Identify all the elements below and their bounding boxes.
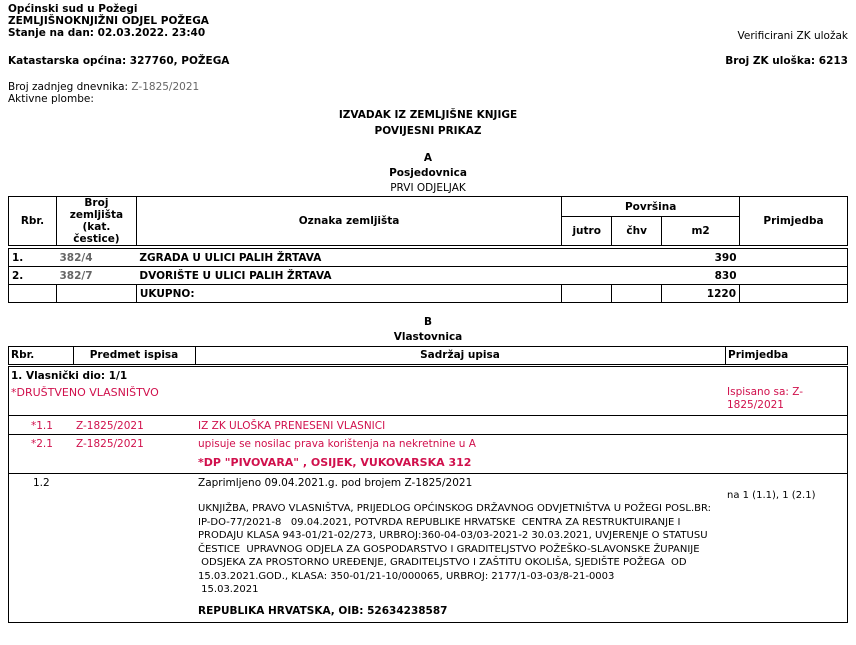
total-remark [740,285,848,303]
entry-content: IZ ZK ULOŠKA PRENESENI VLASNICI [198,420,386,432]
col-parcel-line1: Broj [84,197,109,209]
document-title: IZVADAK IZ ZEMLJIŠNE KNJIGE [338,109,518,121]
col-parcel-line2: zemljišta [69,209,124,221]
row-m2: 390 [714,251,737,264]
row-parcel: 382/4 [56,249,136,267]
total-row [9,285,848,303]
entry-text [198,502,711,597]
possession-table [8,196,848,303]
col-chv: čhv [612,217,662,246]
entry-rbr: *1.1 [31,420,53,432]
col-content: Sadržaj upisa [420,349,500,361]
entry-owner: *DP "PIVOVARA" , OSIJEK, VUKOVARSKA 312 [198,456,472,469]
col-m2: m2 [662,217,740,246]
entry-subject: Z-1825/2021 [76,420,144,432]
designation-text: DVORIŠTE U ULICI PALIH ŽRTAVA [139,269,332,282]
share-remark: Ispisano sa: Z-1825/2021 [727,386,804,411]
section-a-subtitle: PRVI ODJELJAK [390,182,466,194]
journal-block [8,81,199,105]
row-rbr: 1. [9,249,57,267]
cadastral-municipality: Katastarska općina: 327760, POŽEGA [8,55,230,67]
entry-owner: REPUBLIKA HRVATSKA, OIB: 52634238587 [198,605,448,617]
entry-rbr: 1.2 [33,477,50,489]
row-designation [136,249,739,267]
last-journal-label: Broj zadnjeg dnevnika: [8,81,129,93]
row-remark [740,267,848,285]
entry-received: Zaprimljeno 09.04.2021.g. pod brojem Z-1825/2021 [198,477,473,489]
section-a-letter: A [423,152,433,164]
entry-subject: Z-1825/2021 [76,438,144,450]
col-parcel [56,197,136,246]
last-journal [8,81,199,93]
table-header-row [8,346,848,365]
row-parcel: 382/7 [56,267,136,285]
table-row [9,267,848,285]
section-b-letter: B [423,316,432,328]
folio-number: Broj ZK uloška: 6213 [725,55,848,67]
table-body [8,366,848,623]
col-remark: Primjedba [728,349,789,361]
entry-remark: na 1 (1.1), 1 (2.1) [727,490,816,501]
court-name: Općinski sud u Požegi [8,3,138,15]
section-a-name: Posjedovnica [389,167,467,179]
header-block [8,3,209,39]
row-designation [136,267,739,285]
total-label: UKUPNO: [136,285,561,303]
total-m2: 1220 [662,285,740,303]
col-designation: Oznaka zemljišta [136,197,561,246]
entry-text-line: 15.03.2021.GOD., KLASA: 350-01/21-10/000065, URBROJ: 2177/1-03-03/8-21-0003 [198,570,615,582]
col-rbr: Rbr. [9,197,57,246]
entry-text-line: 15.03.2021 [198,584,259,595]
col-parcel-line3: (kat. čestice) [73,221,120,245]
ownership-table [8,346,848,622]
total-chv [612,285,662,303]
entry-text-line: UKNJIŽBA, PRAVO VLASNIŠTVA, PRIJEDLOG OPĆINSKOG DRŽAVNOG ODVJETNIŠTVA U POŽEGI POSL.BR: [198,503,712,514]
entry-text-line: ČESTICE UPRAVNOG ODJELA ZA GOSPODARSTVO I GRADITELJSTVO POŽEŠKO-SLAVONSKE ŽUPANIJE [198,543,700,555]
entry-text-line: PRODAJU KLASA 943-01/21-02/273, URBROJ:360-04-03/03-2021-2 30.03.2021, UVJERENJE O STATUSU [198,530,708,541]
department-name: ZEMLJIŠNOKNJIŽNI ODJEL POŽEGA [8,15,209,27]
table-row [9,249,848,267]
col-remark: Primjedba [740,197,848,246]
col-subject: Predmet ispisa [89,349,179,361]
table-header-row [9,197,848,217]
ownership-type: *DRUŠTVENO VLASNIŠTVO [11,386,159,399]
total-rbr [9,285,57,303]
entry-text-line: ODSJEKA ZA PROSTORNO UREĐENJE, GRADITELJSTVO I ZAŠTITU OKOLIŠA, SJEDIŠTE POŽEGA OD [198,557,687,568]
total-parcel [56,285,136,303]
row-remark [740,249,848,267]
section-b-name: Vlastovnica [393,331,463,343]
col-area: Površina [562,197,740,217]
ownership-share: 1. Vlasnički dio: 1/1 [11,370,128,382]
entry-text-line: IP-DO-77/2021-8 09.04.2021, POTVRDA REPUBLIKE HRVATSKE CENTRA ZA RESTRUKTUIRANJE I [198,516,681,528]
row-rbr: 2. [9,267,57,285]
state-date: Stanje na dan: 02.03.2022. 23:40 [8,27,206,39]
designation-text: ZGRADA U ULICI PALIH ŽRTAVA [139,251,322,264]
entry-content: upisuje se nosilac prava korištenja na nekretnine u A [198,438,476,450]
col-rbr: Rbr. [11,349,35,361]
entry-rbr: *2.1 [31,438,53,450]
col-jutro: jutro [562,217,612,246]
verified-label: Verificirani ZK uložak [737,30,848,42]
last-journal-value: Z-1825/2021 [131,81,200,93]
total-jutro [562,285,612,303]
row-m2: 830 [714,269,737,282]
document-subtitle: POVIJESNI PRIKAZ [374,125,482,137]
active-seals-label: Aktivne plombe: [8,93,94,105]
